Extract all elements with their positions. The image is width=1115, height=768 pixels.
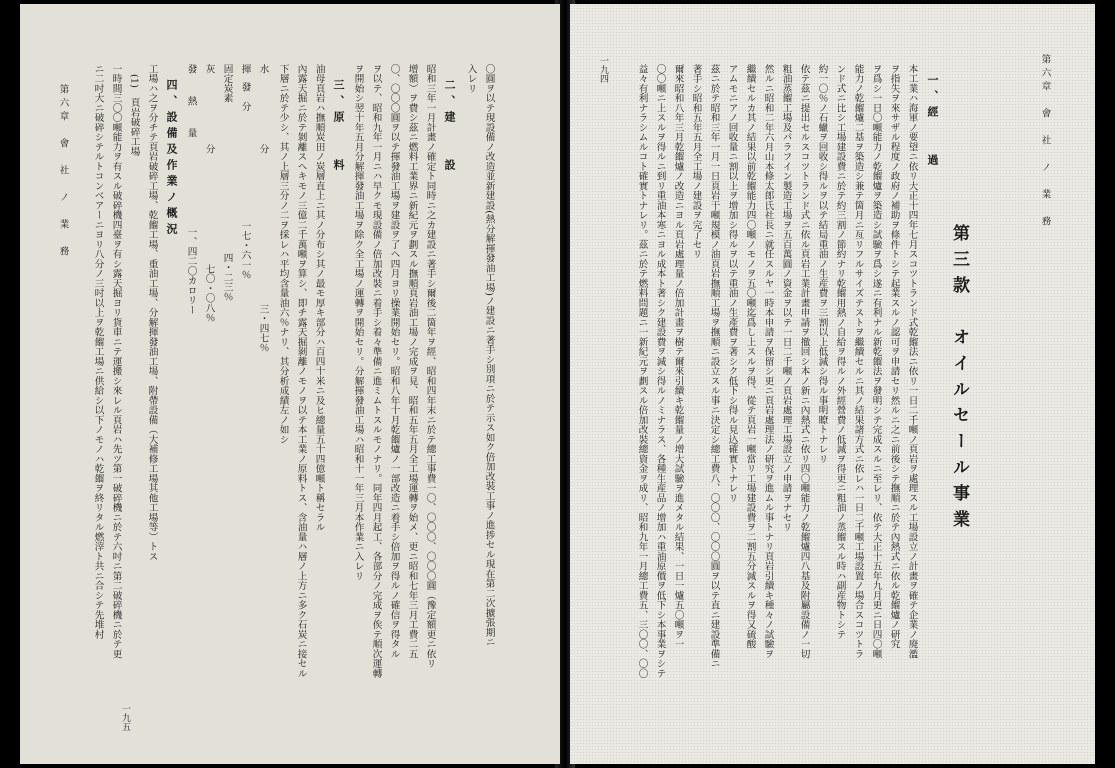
right-line: 茲ニ於テ昭和三年一月一日頁岩干噸規模ノ油頁岩撫順工場ヲ撫順ニ設立スル事ニ決定シ總工費八、〇〇〇、〇〇〇圓ヲ以テ直ニ建設準備ニ xyxy=(708,64,720,669)
right-line: 本工業ハ海軍ノ要望ニ依リ大正十四年七月スコツトランド式乾餾法ニ依リ一日二千噸ノ頁岩ヲ處理スル工場設立ノ計畫ヲ確テ企業ノ廃濫 xyxy=(906,64,918,659)
analysis-label: 熱 xyxy=(185,95,197,106)
analysis-label: 固定炭素 xyxy=(221,64,233,103)
section-title: 第三款 オイルセール事業 xyxy=(949,224,969,536)
left-section-heading: 四、設備及作業ノ概況 xyxy=(165,79,178,239)
left-line: 油母頁岩ハ撫順炭田ノ炭層直上ニ其ノ分布シ其ノ最モ厚キ部分ハ百四十米ニ及ヒ總量五十四億噸ト稱セラル xyxy=(313,64,325,532)
analysis-label: 分 xyxy=(203,143,215,154)
analysis-row xyxy=(204,64,214,764)
right-line: 依テ茲ニ提出セルスコツトランド式ニ依ル頁岩工業計畫申請ヲ撤回シ本ノ新ニ內熱式ニ依リ四〇噸能力ノ乾餾爐四八基及附屬設備ノ一切 xyxy=(798,64,810,659)
right-running-head: 第六章 會 社 ノ 業 務 xyxy=(1039,54,1051,230)
left-section-heading: 二、建 設 xyxy=(443,79,456,175)
analysis-value: 一、四二〇カロリー xyxy=(185,227,197,315)
left-section-heading: 三、原 料 xyxy=(332,79,345,175)
left-line: 一時間三〇〇噸能力ヲ有スル破碎機四臺ヲ有シ露天掘ヨリ貨車ニテ運搬シ來レル頁岩ハ先ツ第一破碎機ニ於テ六吋ニ第二破碎機ニ於テ更 xyxy=(110,64,122,659)
right-line: 約一〇％ノ石蠟ヲ回收シ得ルヲ以テ結局重油ノ生産費ヲ三割以上低減シ得ル事明瞭トナレリ xyxy=(816,64,828,464)
right-line: 繼續セルカ其ノ結果以前乾餾能力四〇噸ノモノヲ五〇噸迄爲し上スルヲ得、從テ頁岩一噸當リ工場建設費ヲ二割五分減スルヲ得又硫酸 xyxy=(744,64,756,649)
analysis-row xyxy=(258,64,268,764)
left-line: 〇、〇〇〇圓ヲ以テ揮發油工場ヲ建設ヲ了ヘ四月ヨリ操業開始セリ。昭和八年十月乾餾爐ノ一部改造ニ着手シ倍加ヲ得ルノ確信ヲ得タル xyxy=(388,64,400,659)
right-line: ヲ指失ヲ來サザル程度ノ政府ノ補助ヲ條件トシテ起業スルノ認可ヲ申請セリ然ルニ之ニ前後シテ撫順ニ於テ內熱式ニ依ル乾餾爐ノ研究 xyxy=(888,64,900,649)
analysis-value: 七〇・〇八％ xyxy=(203,263,215,322)
left-line: 入レリ xyxy=(465,64,477,94)
right-line: 〇〇噸ニ上スルヲ得ルニ到リ重油本寒ニヨル成本ト著シク建設費ヲ減シ得ルノミナラス、各種生産品ノ增加ハ重油原價ヲ低下シ本事業ヲシテ xyxy=(654,64,666,679)
analysis-label: 發 xyxy=(185,64,197,74)
left-item-heading: (1) 頁岩破碎工場 xyxy=(128,74,140,157)
right-line: ヲ爲シ一日〇噸能力ノ乾餾爐ヲ築造シ試驗ヲ爲シ遂ニ有利ナル新乾餾法ヲ發明シテ完成スルニ至レリ、依テ大正十五年九月更ニ日四〇噸 xyxy=(870,64,882,659)
right-line: アムモニアノ回收量ニ割以上ヲ增加シ得ルヲ以テ重油ノ生產費ヲ著シク低下シ得ル見込確實トナレリ xyxy=(726,64,738,503)
right-line: 益々有利ナラシムルコト確實トナレリ。茲ニ於テ燃料問題ニ一新紀元ヲ劃スル倍加改裝總資金ヲ成リ、昭和九年一月總工費五、三〇〇、〇〇 xyxy=(636,64,648,679)
analysis-row xyxy=(240,64,250,764)
left-line: 內露天掘ニ於テ剝離スヘキモノ三億二千萬噸ヲ算シ、即チ露天掘剝離ノモノヲ以テ本工業ノ原料トス、含油量ハ層ノ上方ニ多ク石炭ニ接セル xyxy=(295,64,307,679)
left-running-head: 第六章 會 社 ノ 業 務 xyxy=(57,84,69,260)
analysis-label: 揮 xyxy=(239,64,251,74)
right-line: 爾來昭和八年三月乾餾爐ノ改造ニヨル頁岩處理量ノ倍加計畫ヲ樹テ爾來引續キ乾餾量ノ增大試驗ヲ進メタル結果、一日一爐五〇噸ヲ一 xyxy=(672,64,684,649)
right-line: 然ルニ昭和二年六月山本條太郎氏社長ニ就任スルヤ一時本申請ヲ保留シ更ニ頁岩處理法ノ研究ヲ進ムル事トナリ頁岩引續キ種々ノ試驗ヲ xyxy=(762,64,774,659)
right-line: 能力ノ乾餾爐二基ヲ築造シ兼テ箇月ニ亙リフルサイズテストヲ繼續セルニ其ノ結果諸方式ニ依レハ一日二千噸工場設置ノ場合スコツトラ xyxy=(852,64,864,659)
left-line: 昭和三年一月計畫ノ確定ト同時ニ之カ建設ニ著手シ爾後二箇年ヲ經、昭和四年末ニ於テ總工事費一〇、〇〇〇、〇〇〇圓（豫定額更ニ依リ xyxy=(424,64,436,669)
left-line: 〇圓ヲ以テ現設備ノ改造並新建設(熱分解揮發油工場)ノ建設ニ著手シ別項ニ於テ示ス如ク倍加改裝工事ノ進捗セル現在第二次擴張期ニ xyxy=(483,64,495,648)
left-line: 工場ハ之ヲ分チテ頁岩破碎工場、乾餾工場、重油工場、分解揮發油工場、附帶設備（大補修工場其他工場等）トス xyxy=(146,64,158,562)
right-line: 粗油蒸餾工場及パラフイン製造工場ヲ五百萬圓ノ資金ヲ以テ一日二千噸ノ頁岩處理工場設立ノ申請ヲナセリ xyxy=(780,64,792,532)
analysis-value: 四・二三％ xyxy=(221,253,233,302)
right-line: ンド式ニ比シ工場建設費ニ於テ約三割ノ節約ナリ乾餾用熱ノ自給ヲ得ルノ外經營費ノ低減ヲ得更ニ粗油ノ蒸餾スル時ハ副産物トシテ xyxy=(834,64,846,640)
left-page-number: 一九五 xyxy=(120,704,130,732)
analysis-label: 水 xyxy=(257,64,269,74)
analysis-label: 灰 xyxy=(203,64,215,74)
analysis-label: 發 分 xyxy=(239,81,251,111)
analysis-row xyxy=(222,64,232,764)
left-line: 下層ニ於テ少シ、其ノ上層三分ノ二ヲ採レハ平均含量油六％ナリ、其分析成績左ノ如シ xyxy=(277,64,289,445)
right-page-number: 一九四 xyxy=(598,56,608,84)
right-section-heading: 一、經 過 xyxy=(926,74,939,170)
left-line: 增額）ヲ費シ茲ニ燃料工業界ニ新紀元ヲ劃スル撫順頁岩油工場ノ完成ヲ見、昭和五年五月全工場運轉ヲ始メ、更ニ昭和七年三月工費二五 xyxy=(406,64,418,659)
analysis-value: 一七・六一％ xyxy=(239,221,251,280)
left-line: ヲ以テ、昭和九年一月ニハ早クモ現設備ノ倍加改裝ニ着手シ着々準備ニ進ミムトスルモノナリ。同年四月起工、各部分ノ完成ヲ俟テ順次運轉 xyxy=(370,64,382,679)
right-line: 著手シ昭和五年五月全工場ノ建設ヲ完了セリ xyxy=(690,64,702,259)
analysis-value: 三・四七％ xyxy=(257,303,269,353)
analysis-label: 分 xyxy=(257,143,269,154)
right-page xyxy=(570,4,1095,764)
analysis-row xyxy=(186,64,196,764)
analysis-label: 量 xyxy=(185,127,197,138)
left-page xyxy=(20,4,560,764)
left-line: ニ二吋大ニ破碎シテルトコンベアーニヨリ八分ノ三吋以上ヲ乾餾工場ニ供給シ以下ノモノハ乾餾ヲ終リタル燃滓ト共ニ合シテ先堆村 xyxy=(92,64,104,640)
left-line: ヲ開始シ翌十年五月分解揮發油工場ヲ除ク全工場ノ運轉ヲ開始セリ。分解揮發油工場ハ昭和十一年三月本作業ニ入レリ xyxy=(352,64,364,581)
